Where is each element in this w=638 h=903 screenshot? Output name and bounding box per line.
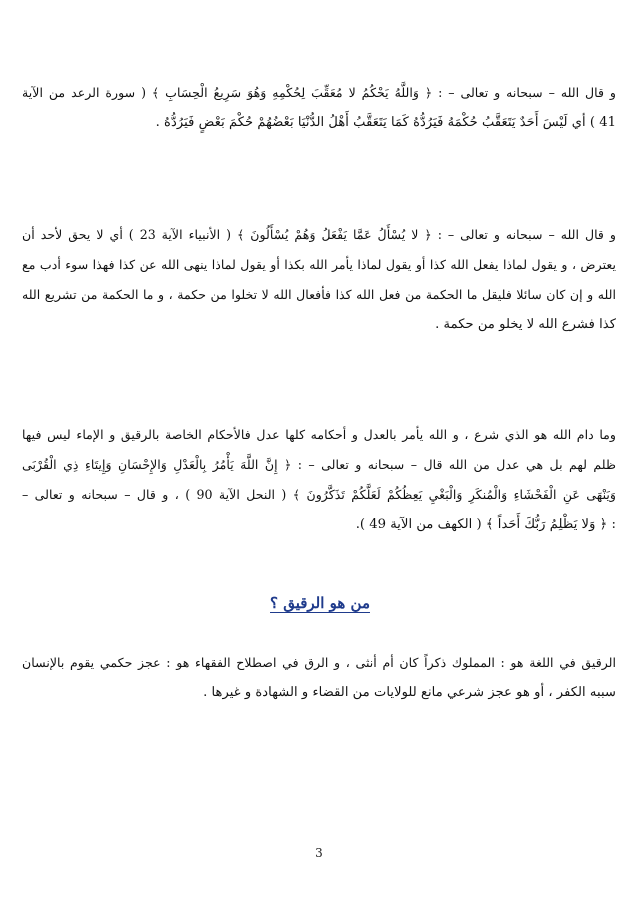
paragraph-line: وما دام الله هو الذي شرع ، و الله يأمر بالعدل و أحكامه كلها عدل فالأحكام الخاصة بالرقيق و الإماء ليس فيها xyxy=(22,427,616,442)
page-number: 3 xyxy=(315,846,323,860)
paragraph-definition xyxy=(22,648,616,708)
paragraph-line: سببه الكفر ، أو هو عجز شرعي مانع للولايات من القضاء و الشهادة و غيرها . xyxy=(203,685,616,700)
paragraph-line: و قال الله – سبحانه و تعالى – : ﴿ لا يُسْأَلُ عَمَّا يَفْعَلُ وَهُمْ يُسْأَلُونَ ﴾ ( الأنبياء الآية 23 ) أي لا يحق لأحد أن xyxy=(22,227,616,242)
paragraph-line: ظلم لهم بل هي عدل من الله قال – سبحانه و تعالى – : ﴿ إِنَّ اللَّهَ يَأْمُرُ بِالْعَدْلِ وَالإِحْسَانِ وَإِيتَاءِ ذِي الْقُرْبَى xyxy=(22,457,616,472)
section-heading: من هو الرقيق ؟ xyxy=(270,594,370,612)
paragraph-line: الرقيق في اللغة هو : المملوك ذكراً كان أم أنثى ، و الرق في اصطلاح الفقهاء هو : عجز حكمي يقوم بالإنسان xyxy=(22,655,616,670)
paragraph-justice-of-rulings xyxy=(22,420,616,540)
paragraph-line: وَيَنْهَى عَنِ الْفَحْشَاءِ وَالْمُنكَرِ وَالْبَغْيِ يَعِظُكُمْ لَعَلَّكُمْ تَذَكَّرُونَ ﴾ ( النحل الآية 90 ) ، و قال – سبحانه و تعالى – xyxy=(22,487,616,502)
paragraph-line: 41 ) أي لَيْسَ أَحَدٌ يَتَعَقَّبُ حُكْمَهُ فَيَرُدُّهُ كَمَا يَتَعَقَّبُ أَهْلُ الدُّنْيَا بَعْضُهُمْ حُكْمَ بَعْضٍ فَيَرُدُّهُ . xyxy=(155,115,616,130)
paragraph-surat-al-anbiya xyxy=(22,220,616,340)
paragraph-line: الله و إن كان سائلا فليقل ما الحكمة من فعل الله كذا فأفعال الله لا تخلوا من حكمة ، و ما الحكمة من تشريع الله xyxy=(22,287,616,302)
paragraph-surat-al-rad xyxy=(22,78,616,138)
paragraph-line: : ﴿ وَلا يَظْلِمُ رَبُّكَ أَحَداً ﴾ ( الكهف من الآية 49 ). xyxy=(355,517,616,532)
paragraph-line: و قال الله – سبحانه و تعالى – : ﴿ وَاللَّهُ يَحْكُمُ لا مُعَقِّبَ لِحُكْمِهِ وَهُوَ سَرِيعُ الْحِسَابِ ﴾ ( سورة الرعد من الآية xyxy=(22,85,616,100)
paragraph-line: يعترض ، و يقول لماذا يفعل الله كذا أو يقول لماذا يأمر الله بكذا أو يقول لماذا ينهى الله عن كذا فهذا سوء أدب مع xyxy=(22,257,616,272)
paragraph-line: كذا فشرع الله لا يخلو من حكمة . xyxy=(435,317,616,332)
